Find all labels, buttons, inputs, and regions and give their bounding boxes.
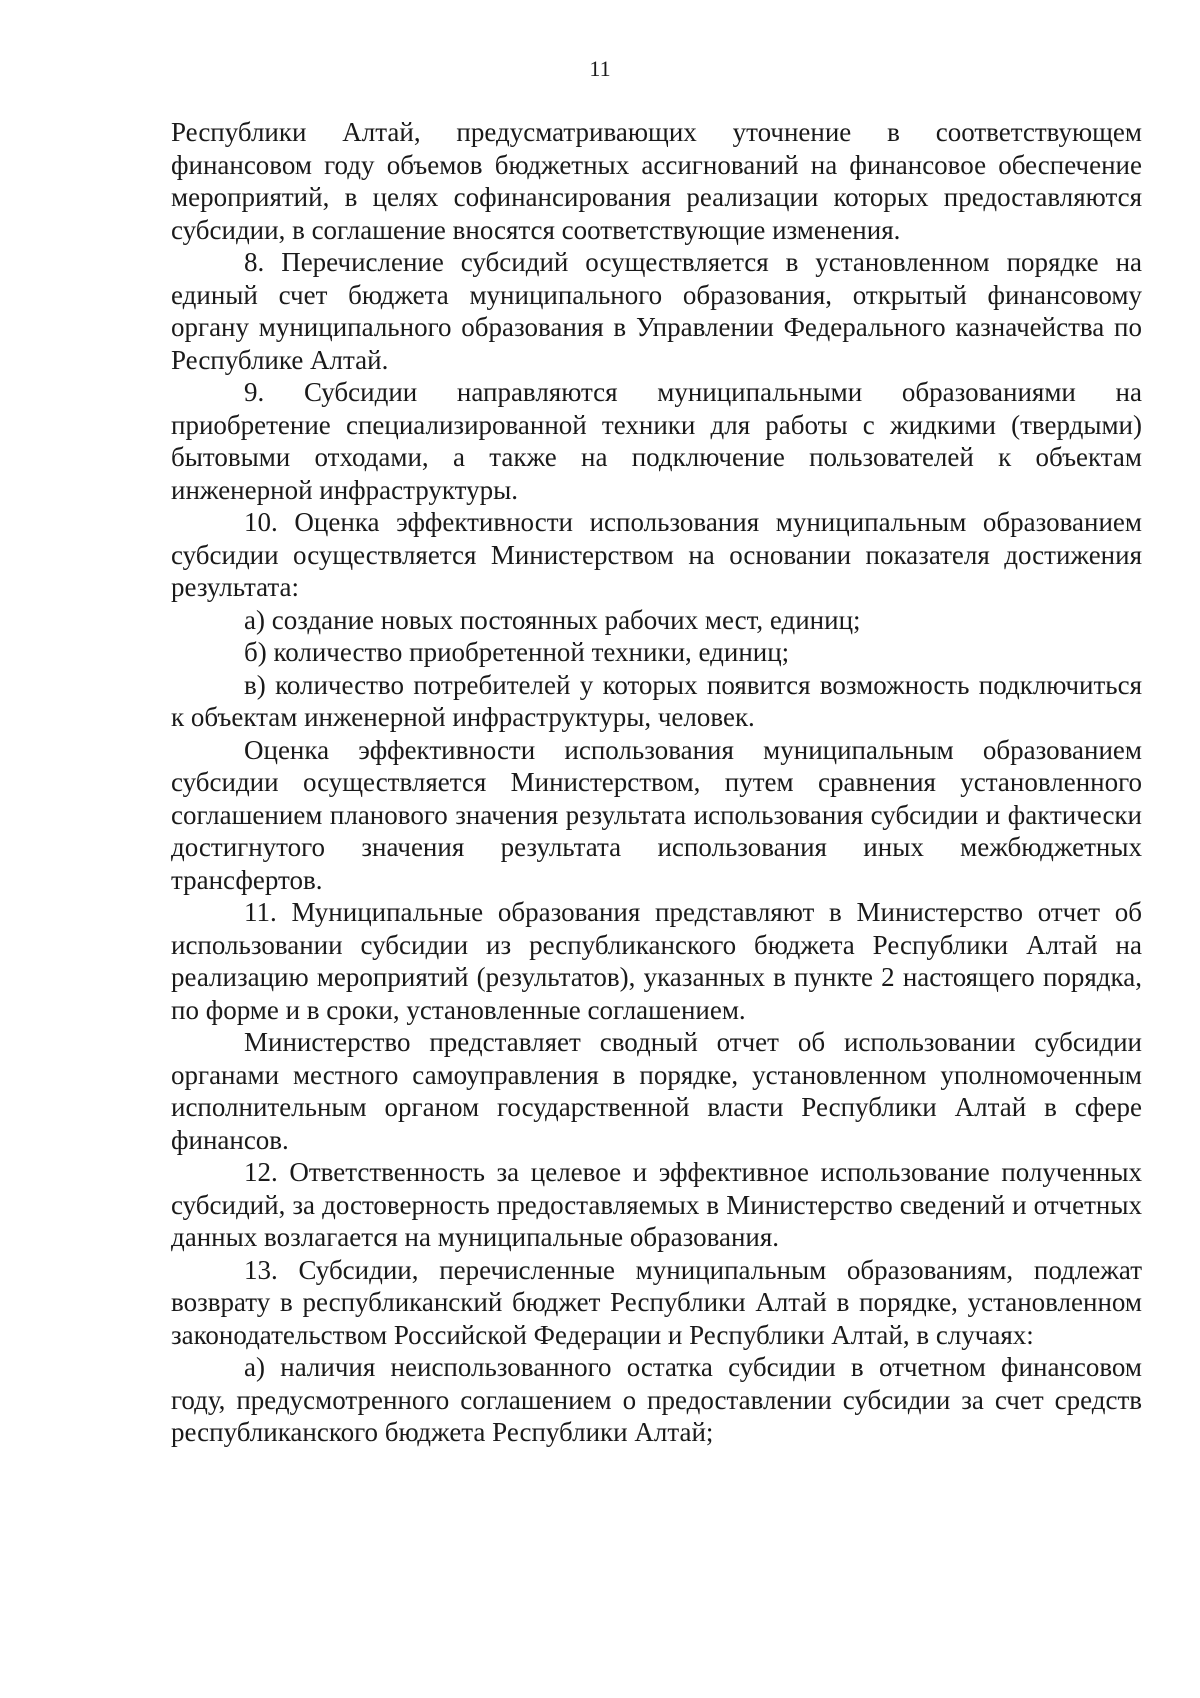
paragraph-item-13: 13. Субсидии, перечисленные муниципальным образованиям, подлежат возврату в республиканский бюджет Республики Алтай в порядке, установленном законодательством Российской Федерации и Республики Алтай, в случаях:	[171, 1254, 1142, 1350]
paragraph-efficiency-evaluation: Оценка эффективности использования муниципальным образованием субсидии осуществляется Министерством, путем сравнения установленного соглашением планового значения результата использования субсидии и фактически достигнутого значения результата использования иных межбюджетных трансфертов.	[171, 734, 1142, 895]
paragraph-item-10-v: в) количество потребителей у которых появится возможность подключиться к объектам инженерной инфраструктуры, человек.	[171, 669, 1142, 732]
paragraph-item-10-b: б) количество приобретенной техники, единиц;	[244, 637, 790, 667]
paragraph-item-11: 11. Муниципальные образования представляют в Министерство отчет об использовании субсидии из республиканского бюджета Республики Алтай на реализацию мероприятий (результатов), указанных в пункте 2 настоящего порядка, по форме и в сроки, установленные соглашением.	[171, 897, 1142, 1025]
paragraph-item-10: 10. Оценка эффективности использования муниципальным образованием субсидии осуществляется Министерством на основании показателя достижения результата:	[171, 507, 1142, 602]
paragraph-item-8: 8. Перечисление субсидий осуществляется в установленном порядке на единый счет бюджета муниципального образования, открытый финансовому органу муниципального образования в Управлении Федерального казначейства по Республике Алтай.	[171, 247, 1142, 375]
document-body	[171, 116, 1142, 1449]
paragraph-item-12: 12. Ответственность за целевое и эффективное использование полученных субсидий, за достоверность предоставляемых в Министерство сведений и отчетных данных возлагается на муниципальные образования.	[171, 1157, 1142, 1252]
paragraph-item-10-a: а) создание новых постоянных рабочих мест, единиц;	[244, 604, 861, 635]
paragraph-item-13-a: а) наличия неиспользованного остатка субсидии в отчетном финансовом году, предусмотренного соглашением о предоставлении субсидии за счет средств республиканского бюджета Республики Алтай;	[171, 1352, 1142, 1447]
paragraph-continuation: Республики Алтай, предусматривающих уточнение в соответствующем финансовом году объемов бюджетных ассигнований на финансовое обеспечение мероприятий, в целях софинансирования реализации которых предоставляются субсидии, в соглашение вносятся соответствующие изменения.	[171, 117, 1142, 245]
page-number: 11	[589, 56, 611, 81]
paragraph-item-9: 9. Субсидии направляются муниципальными образованиями на приобретение специализированной техники для работы с жидкими (твердыми) бытовыми отходами, а также на подключение пользователей к объектам инженерной инфраструктуры.	[171, 377, 1142, 505]
paragraph-ministry-report: Министерство представляет сводный отчет об использовании субсидии органами местного самоуправления в порядке, установленном уполномоченным исполнительным органом государственной власти Республики Алтай в сфере финансов.	[171, 1027, 1142, 1155]
